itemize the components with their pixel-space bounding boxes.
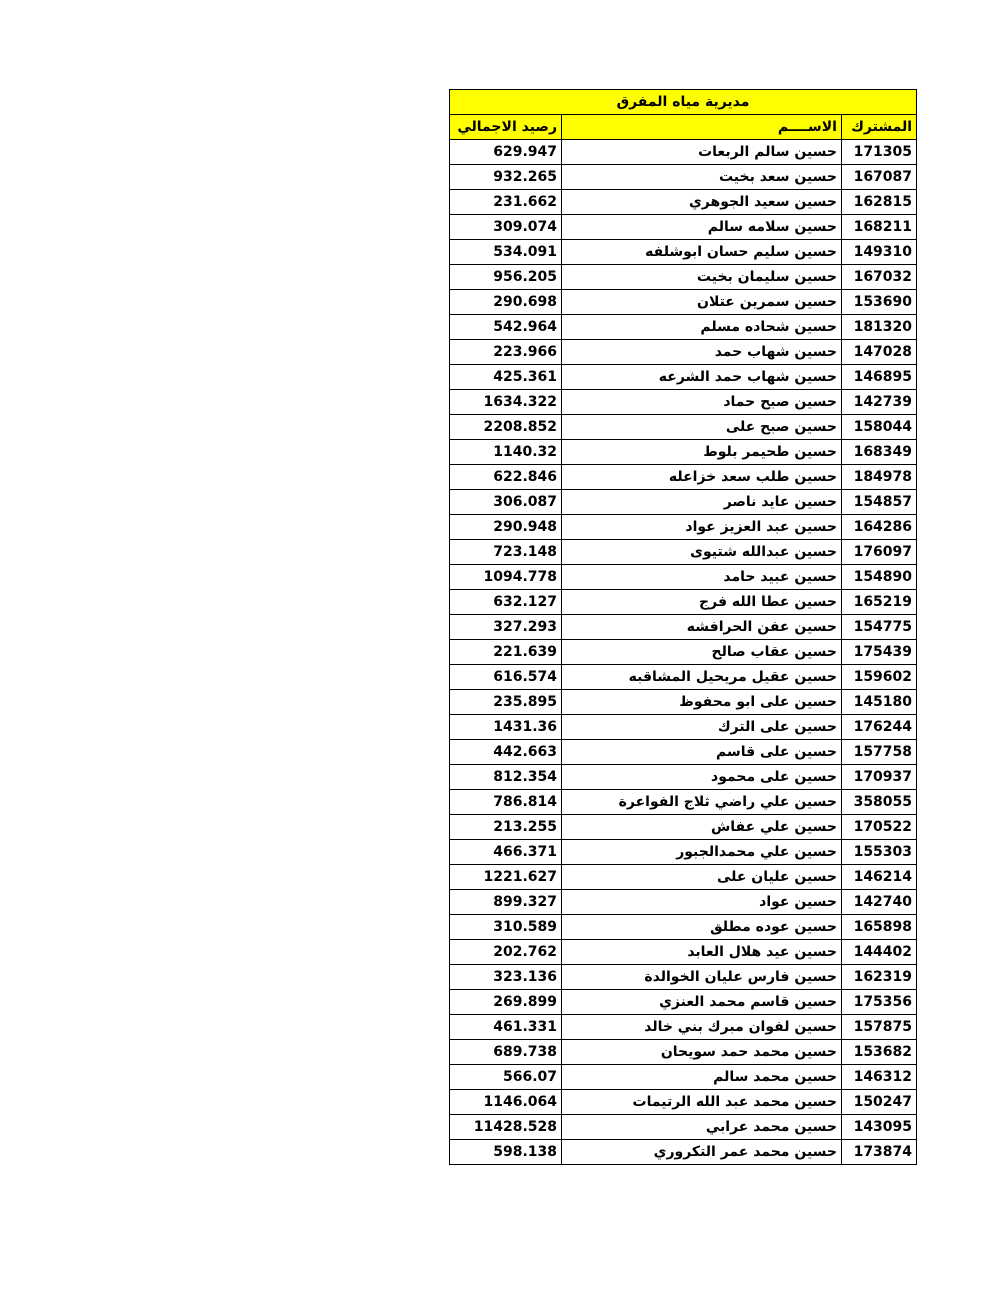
subscriber-id-cell: 162815 bbox=[842, 190, 917, 215]
subscribers-table bbox=[449, 89, 917, 1165]
table-row bbox=[450, 865, 917, 890]
subscriber-id-cell: 154775 bbox=[842, 615, 917, 640]
subscriber-id-cell: 165898 bbox=[842, 915, 917, 940]
name-cell: حسين عوده مطلق bbox=[562, 915, 842, 940]
balance-cell: 598.138 bbox=[450, 1140, 562, 1165]
name-cell: حسين عقيل مريحيل المشاقبه bbox=[562, 665, 842, 690]
table-row bbox=[450, 315, 917, 340]
name-cell: حسين محمد عرابي bbox=[562, 1115, 842, 1140]
table-row bbox=[450, 290, 917, 315]
table-row bbox=[450, 415, 917, 440]
name-cell: حسين محمد سالم bbox=[562, 1065, 842, 1090]
name-cell: حسين على ابو محفوظ bbox=[562, 690, 842, 715]
table-row bbox=[450, 815, 917, 840]
balance-cell: 956.205 bbox=[450, 265, 562, 290]
subscriber-id-cell: 145180 bbox=[842, 690, 917, 715]
name-cell: حسين قاسم محمد العنزي bbox=[562, 990, 842, 1015]
table-row bbox=[450, 665, 917, 690]
balance-cell: 1146.064 bbox=[450, 1090, 562, 1115]
balance-cell: 290.698 bbox=[450, 290, 562, 315]
table-row bbox=[450, 240, 917, 265]
balance-cell: 566.07 bbox=[450, 1065, 562, 1090]
subscriber-id-cell: 153690 bbox=[842, 290, 917, 315]
table-row bbox=[450, 790, 917, 815]
table-row bbox=[450, 1115, 917, 1140]
subscriber-id-cell: 142739 bbox=[842, 390, 917, 415]
balance-cell: 1431.36 bbox=[450, 715, 562, 740]
subscriber-id-cell: 144402 bbox=[842, 940, 917, 965]
balance-cell: 461.331 bbox=[450, 1015, 562, 1040]
table-row bbox=[450, 440, 917, 465]
balance-cell: 309.074 bbox=[450, 215, 562, 240]
table-row bbox=[450, 465, 917, 490]
subscriber-id-cell: 170522 bbox=[842, 815, 917, 840]
table-row bbox=[450, 340, 917, 365]
subscriber-id-cell: 159602 bbox=[842, 665, 917, 690]
balance-cell: 221.639 bbox=[450, 640, 562, 665]
balance-cell: 542.964 bbox=[450, 315, 562, 340]
name-cell: حسين طحيمر بلوط bbox=[562, 440, 842, 465]
name-cell: حسين سليم حسان ابوشلفه bbox=[562, 240, 842, 265]
table-row bbox=[450, 265, 917, 290]
header-name: الاســــم bbox=[562, 115, 842, 140]
table-row bbox=[450, 690, 917, 715]
balance-cell: 223.966 bbox=[450, 340, 562, 365]
balance-cell: 235.895 bbox=[450, 690, 562, 715]
table-row bbox=[450, 165, 917, 190]
subscriber-id-cell: 158044 bbox=[842, 415, 917, 440]
name-cell: حسين لفوان مبرك بني خالد bbox=[562, 1015, 842, 1040]
subscriber-id-cell: 146895 bbox=[842, 365, 917, 390]
subscriber-id-cell: 358055 bbox=[842, 790, 917, 815]
subscriber-id-cell: 176244 bbox=[842, 715, 917, 740]
subscriber-id-cell: 175356 bbox=[842, 990, 917, 1015]
balance-cell: 786.814 bbox=[450, 790, 562, 815]
balance-cell: 812.354 bbox=[450, 765, 562, 790]
sheet-title: مديرية مياه المفرق bbox=[450, 90, 917, 115]
table-row bbox=[450, 990, 917, 1015]
subscriber-id-cell: 146214 bbox=[842, 865, 917, 890]
balance-cell: 899.327 bbox=[450, 890, 562, 915]
name-cell: حسين عبدالله شتيوى bbox=[562, 540, 842, 565]
balance-cell: 310.589 bbox=[450, 915, 562, 940]
balance-cell: 1221.627 bbox=[450, 865, 562, 890]
table-row bbox=[450, 1090, 917, 1115]
balance-cell: 290.948 bbox=[450, 515, 562, 540]
name-cell: حسين عواد bbox=[562, 890, 842, 915]
subscriber-id-cell: 147028 bbox=[842, 340, 917, 365]
table-row bbox=[450, 590, 917, 615]
name-cell: حسين محمد عبد الله الرتيمات bbox=[562, 1090, 842, 1115]
subscriber-id-cell: 162319 bbox=[842, 965, 917, 990]
name-cell: حسين عيد هلال العابد bbox=[562, 940, 842, 965]
name-cell: حسين على قاسم bbox=[562, 740, 842, 765]
table-row bbox=[450, 365, 917, 390]
table-row bbox=[450, 1040, 917, 1065]
name-cell: حسين صبح حماد bbox=[562, 390, 842, 415]
name-cell: حسين سالم الربعات bbox=[562, 140, 842, 165]
subscriber-id-cell: 168211 bbox=[842, 215, 917, 240]
subscriber-id-cell: 181320 bbox=[842, 315, 917, 340]
name-cell: حسين سلامه سالم bbox=[562, 215, 842, 240]
name-cell: حسين فارس عليان الخوالدة bbox=[562, 965, 842, 990]
subscriber-id-cell: 165219 bbox=[842, 590, 917, 615]
table-row bbox=[450, 615, 917, 640]
name-cell: حسين عبيد حامد bbox=[562, 565, 842, 590]
name-cell: حسين عايد ناصر bbox=[562, 490, 842, 515]
balance-cell: 11428.528 bbox=[450, 1115, 562, 1140]
balance-cell: 723.148 bbox=[450, 540, 562, 565]
subscriber-id-cell: 171305 bbox=[842, 140, 917, 165]
table-row bbox=[450, 640, 917, 665]
table-row bbox=[450, 215, 917, 240]
balance-cell: 2208.852 bbox=[450, 415, 562, 440]
name-cell: حسين علي راضي ثلاج الفواعرة bbox=[562, 790, 842, 815]
subscriber-id-cell: 164286 bbox=[842, 515, 917, 540]
subscriber-id-cell: 157875 bbox=[842, 1015, 917, 1040]
table-row bbox=[450, 940, 917, 965]
subscriber-id-cell: 155303 bbox=[842, 840, 917, 865]
balance-cell: 622.846 bbox=[450, 465, 562, 490]
balance-cell: 323.136 bbox=[450, 965, 562, 990]
balance-cell: 213.255 bbox=[450, 815, 562, 840]
name-cell: حسين عقاب صالح bbox=[562, 640, 842, 665]
balance-cell: 425.361 bbox=[450, 365, 562, 390]
subscriber-id-cell: 167032 bbox=[842, 265, 917, 290]
table-row bbox=[450, 490, 917, 515]
table-row bbox=[450, 540, 917, 565]
subscriber-id-cell: 170937 bbox=[842, 765, 917, 790]
balance-cell: 1634.322 bbox=[450, 390, 562, 415]
subscriber-id-cell: 143095 bbox=[842, 1115, 917, 1140]
subscriber-id-cell: 149310 bbox=[842, 240, 917, 265]
table-row bbox=[450, 1065, 917, 1090]
name-cell: حسين عليان على bbox=[562, 865, 842, 890]
subscriber-id-cell: 154890 bbox=[842, 565, 917, 590]
table-row bbox=[450, 1015, 917, 1040]
name-cell: حسين شهاب حمد الشرعه bbox=[562, 365, 842, 390]
balance-cell: 932.265 bbox=[450, 165, 562, 190]
balance-cell: 231.662 bbox=[450, 190, 562, 215]
table-row bbox=[450, 565, 917, 590]
name-cell: حسين صبح على bbox=[562, 415, 842, 440]
table-row bbox=[450, 890, 917, 915]
table-row bbox=[450, 965, 917, 990]
table-row bbox=[450, 740, 917, 765]
table-row bbox=[450, 190, 917, 215]
subscriber-id-cell: 176097 bbox=[842, 540, 917, 565]
name-cell: حسين سليمان بخيت bbox=[562, 265, 842, 290]
name-cell: حسين عبد العزيز عواد bbox=[562, 515, 842, 540]
table-row bbox=[450, 1140, 917, 1165]
name-cell: حسين علي محمدالجبور bbox=[562, 840, 842, 865]
name-cell: حسين سعيد الجوهري bbox=[562, 190, 842, 215]
table-row bbox=[450, 840, 917, 865]
table-row bbox=[450, 915, 917, 940]
subscriber-id-cell: 175439 bbox=[842, 640, 917, 665]
name-cell: حسين عفن الحرافشه bbox=[562, 615, 842, 640]
subscriber-id-cell: 167087 bbox=[842, 165, 917, 190]
name-cell: حسين سمرين عتلان bbox=[562, 290, 842, 315]
balance-cell: 689.738 bbox=[450, 1040, 562, 1065]
table-row bbox=[450, 140, 917, 165]
balance-cell: 616.574 bbox=[450, 665, 562, 690]
name-cell: حسين على محمود bbox=[562, 765, 842, 790]
header-subscriber: المشترك bbox=[842, 115, 917, 140]
balance-cell: 202.762 bbox=[450, 940, 562, 965]
name-cell: حسين سعد بخيت bbox=[562, 165, 842, 190]
subscriber-id-cell: 150247 bbox=[842, 1090, 917, 1115]
table-row bbox=[450, 515, 917, 540]
balance-cell: 1140.32 bbox=[450, 440, 562, 465]
name-cell: حسين عطا الله فرج bbox=[562, 590, 842, 615]
balance-cell: 306.087 bbox=[450, 490, 562, 515]
subscriber-id-cell: 173874 bbox=[842, 1140, 917, 1165]
subscriber-id-cell: 157758 bbox=[842, 740, 917, 765]
name-cell: حسين شحاده مسلم bbox=[562, 315, 842, 340]
header-balance: رصيد الاجمالي bbox=[450, 115, 562, 140]
subscriber-id-cell: 153682 bbox=[842, 1040, 917, 1065]
balance-cell: 327.293 bbox=[450, 615, 562, 640]
balance-cell: 629.947 bbox=[450, 140, 562, 165]
table-row bbox=[450, 390, 917, 415]
subscriber-id-cell: 146312 bbox=[842, 1065, 917, 1090]
table-row bbox=[450, 765, 917, 790]
name-cell: حسين علي عفاش bbox=[562, 815, 842, 840]
subscriber-id-cell: 184978 bbox=[842, 465, 917, 490]
balance-cell: 442.663 bbox=[450, 740, 562, 765]
balance-cell: 534.091 bbox=[450, 240, 562, 265]
balance-cell: 466.371 bbox=[450, 840, 562, 865]
name-cell: حسين طلب سعد خزاعله bbox=[562, 465, 842, 490]
subscriber-id-cell: 168349 bbox=[842, 440, 917, 465]
balance-cell: 269.899 bbox=[450, 990, 562, 1015]
name-cell: حسين على الترك bbox=[562, 715, 842, 740]
balance-cell: 632.127 bbox=[450, 590, 562, 615]
balance-cell: 1094.778 bbox=[450, 565, 562, 590]
subscriber-id-cell: 142740 bbox=[842, 890, 917, 915]
table-row bbox=[450, 715, 917, 740]
name-cell: حسين محمد عمر التكروري bbox=[562, 1140, 842, 1165]
name-cell: حسين محمد حمد سويحان bbox=[562, 1040, 842, 1065]
name-cell: حسين شهاب حمد bbox=[562, 340, 842, 365]
title-row bbox=[450, 90, 917, 115]
subscriber-id-cell: 154857 bbox=[842, 490, 917, 515]
header-row bbox=[450, 115, 917, 140]
